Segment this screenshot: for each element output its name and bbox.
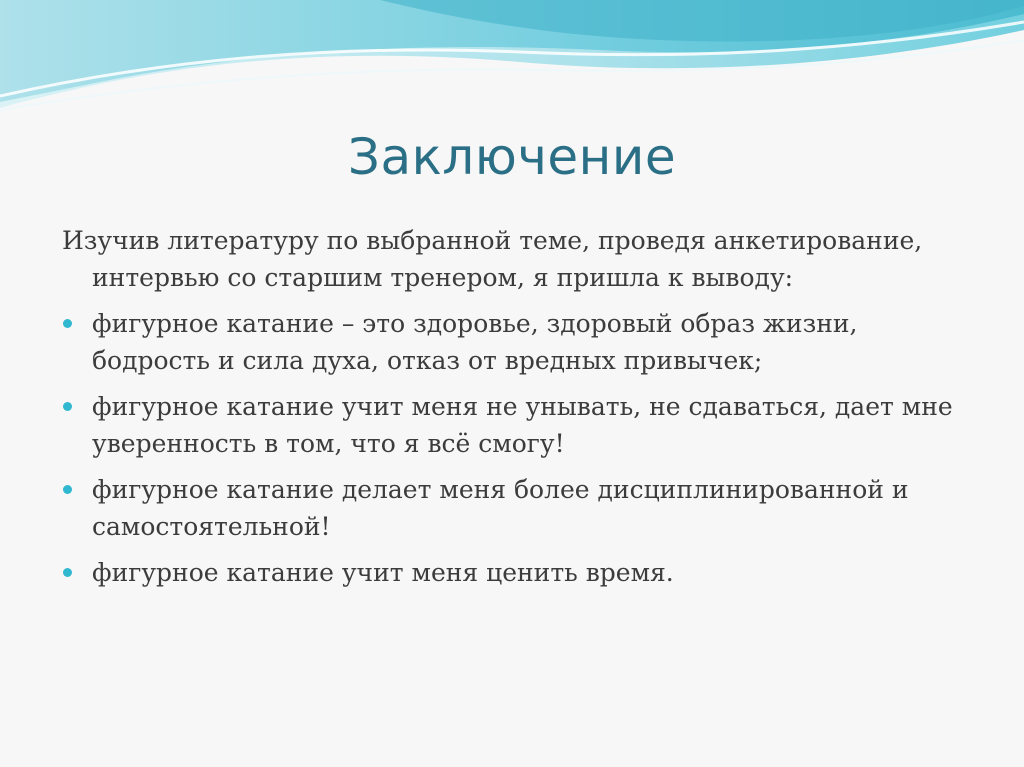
list-item	[62, 388, 962, 462]
bullet-text: фигурное катание учит меня не унывать, не сдаваться, дает мне уверенность в том, что я всё смогу!	[92, 392, 953, 458]
bullet-dot-icon	[63, 485, 72, 494]
slide-title: Заключение	[347, 128, 677, 186]
wave-decoration	[0, 0, 1024, 130]
bullet-list	[62, 305, 962, 591]
list-item	[62, 471, 962, 545]
slide-body	[62, 222, 962, 600]
list-item	[62, 554, 962, 591]
bullet-text: фигурное катание учит меня ценить время.	[92, 558, 674, 587]
intro-paragraph: Изучив литературу по выбранной теме, проведя анкетирование, интервью со старшим тренером, я пришла к выводу:	[62, 226, 923, 292]
bullet-dot-icon	[63, 319, 72, 328]
list-item	[62, 305, 962, 379]
bullet-dot-icon	[63, 568, 72, 577]
bullet-text: фигурное катание делает меня более дисциплинированной и самостоятельной!	[92, 475, 909, 541]
bullet-dot-icon	[63, 402, 72, 411]
bullet-text: фигурное катание – это здоровье, здоровый образ жизни, бодрость и сила духа, отказ от вредных привычек;	[92, 309, 858, 375]
